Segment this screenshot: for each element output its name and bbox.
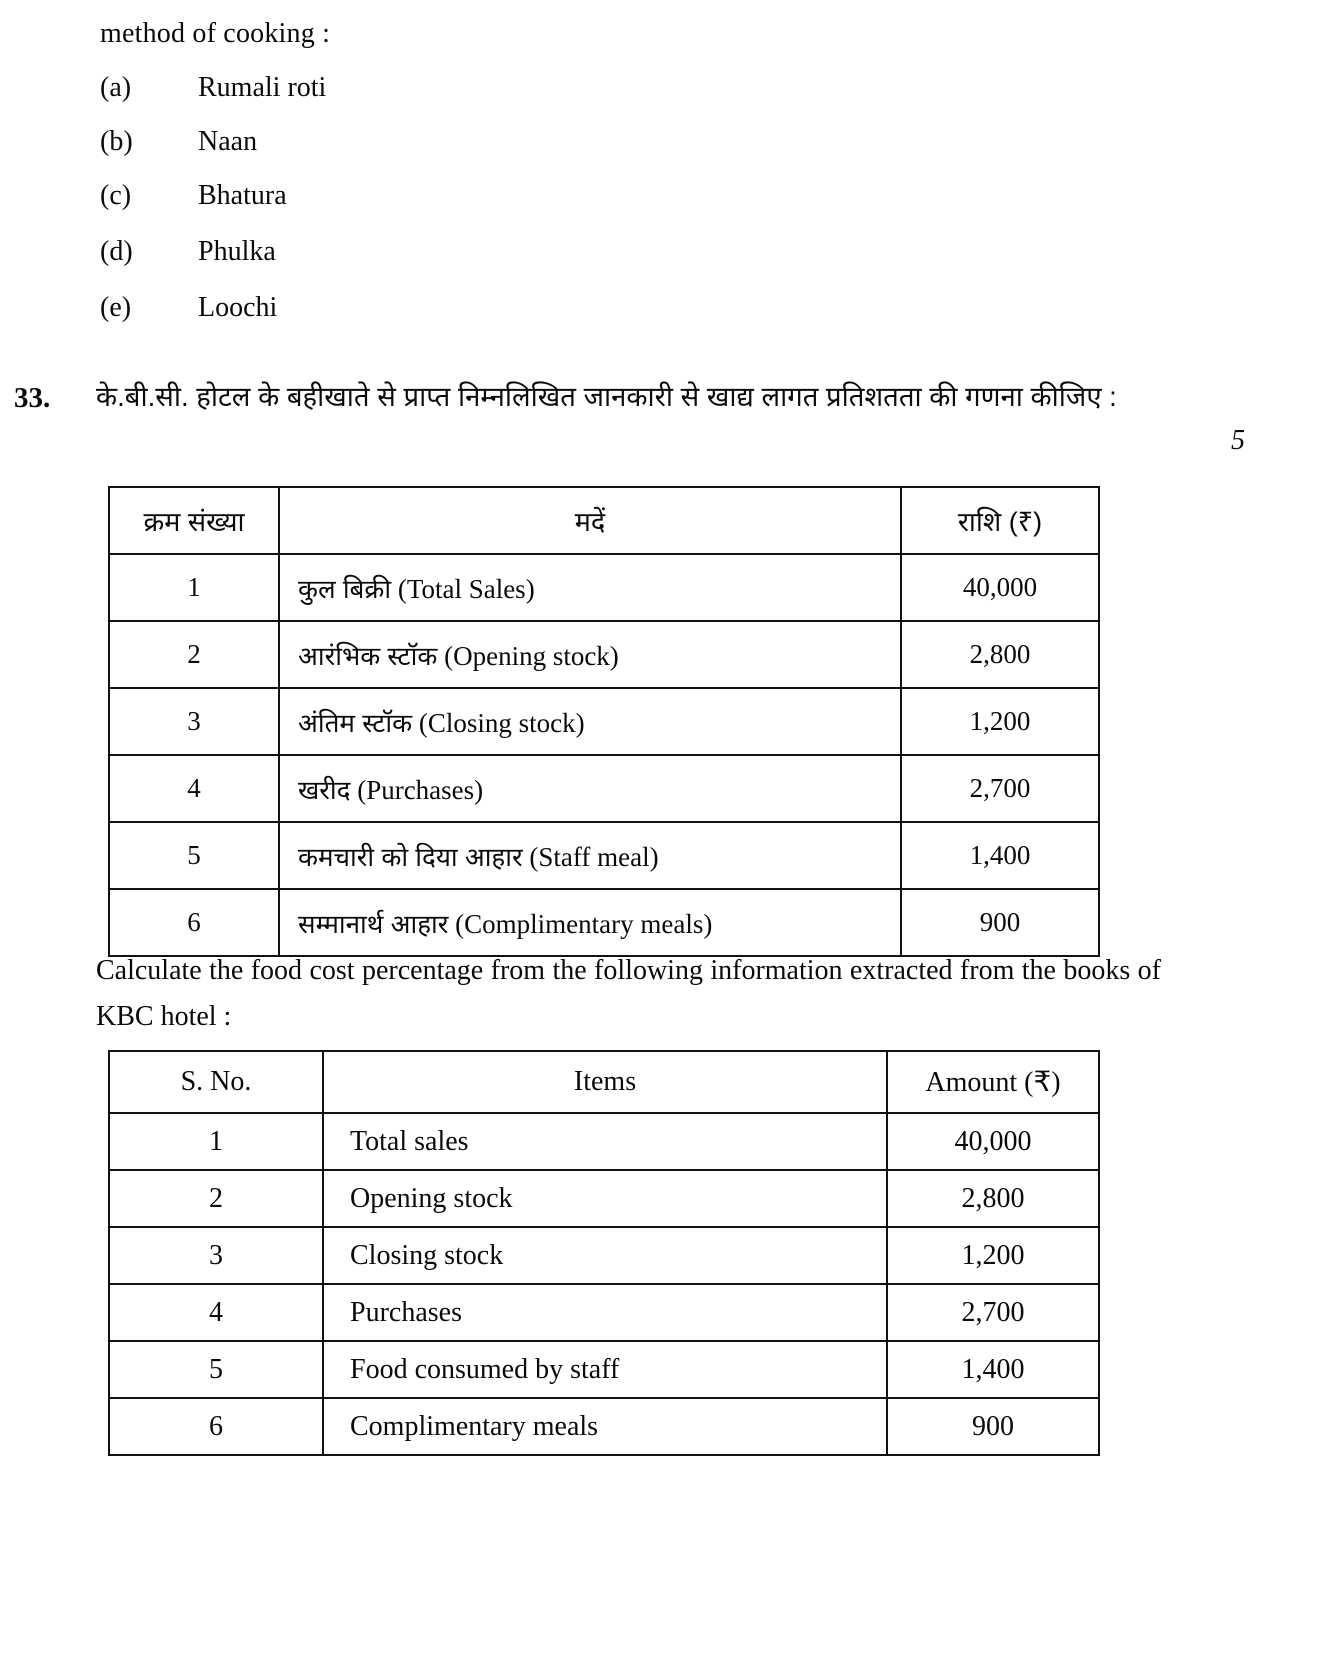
cell-item: Total sales [323, 1113, 887, 1170]
option-d-text: Phulka [198, 236, 276, 267]
cell-amount: 40,000 [901, 554, 1099, 621]
cell-item: Closing stock [323, 1227, 887, 1284]
option-e-text: Loochi [198, 292, 278, 323]
cell-serial-number: 6 [109, 889, 279, 956]
cell-serial-number: 6 [109, 1398, 323, 1455]
cell-item-latin: (Complimentary meals) [455, 908, 713, 939]
cell-item-latin: (Purchases) [357, 774, 484, 805]
option-d-label: (d) [100, 236, 133, 267]
cell-item-devanagari: सम्मानार्थ आहार [298, 908, 449, 939]
table-header-row [109, 487, 1099, 554]
header-serial-number: S. No. [109, 1051, 323, 1113]
option-a-text: Rumali roti [198, 72, 327, 103]
cell-serial-number: 1 [109, 554, 279, 621]
question-text-hindi: के.बी.सी. होटल के बहीखाते से प्राप्त निम्नलिखित जानकारी से खाद्य लागत प्रतिशतता की गणना कीजिए : [96, 381, 1117, 412]
cell-serial-number: 3 [109, 1227, 323, 1284]
question-continuation-line: method of cooking : [100, 18, 331, 49]
option-b [100, 126, 257, 158]
cell-item-devanagari: आरंभिक स्टॉक [298, 640, 438, 671]
option-e [100, 292, 277, 324]
table-row [109, 1398, 1099, 1455]
header-amount: राशि (₹) [901, 487, 1099, 554]
cell-amount: 2,700 [901, 755, 1099, 822]
cell-item-devanagari: कमचारी को दिया आहार [298, 841, 523, 872]
cell-item [279, 621, 901, 688]
cell-item-devanagari: अंतिम स्टॉक [298, 707, 413, 738]
table-row [109, 822, 1099, 889]
cell-serial-number: 3 [109, 688, 279, 755]
table-row [109, 688, 1099, 755]
cell-item [279, 755, 901, 822]
cell-amount: 900 [887, 1398, 1099, 1455]
cell-item-devanagari: कुल बिक्री [298, 573, 392, 604]
cell-item: Purchases [323, 1284, 887, 1341]
option-e-label: (e) [100, 292, 132, 323]
option-c-label: (c) [100, 180, 132, 211]
cell-amount: 1,400 [887, 1341, 1099, 1398]
option-b-text: Naan [198, 126, 258, 157]
table-row [109, 554, 1099, 621]
table-row [109, 1284, 1099, 1341]
cell-serial-number: 2 [109, 621, 279, 688]
question-marks: 5 [1231, 425, 1245, 456]
table-row [109, 621, 1099, 688]
cell-item [279, 822, 901, 889]
cell-amount: 900 [901, 889, 1099, 956]
cell-amount: 2,800 [901, 621, 1099, 688]
cell-amount: 40,000 [887, 1113, 1099, 1170]
header-items: Items [323, 1051, 887, 1113]
option-c [100, 180, 287, 212]
header-amount: Amount (₹) [887, 1051, 1099, 1113]
cell-item [279, 554, 901, 621]
question-text-english: Calculate the food cost percentage from the following information extracted from the books of KBC hotel : [96, 955, 1161, 1033]
question-number: 33. [14, 382, 51, 414]
table-row [109, 1341, 1099, 1398]
cell-item-latin: (Closing stock) [418, 707, 585, 738]
cell-amount: 1,200 [901, 688, 1099, 755]
cell-item-latin: (Opening stock) [444, 640, 619, 671]
cell-item [279, 688, 901, 755]
cell-amount: 1,200 [887, 1227, 1099, 1284]
option-c-text: Bhatura [198, 180, 287, 211]
option-a [100, 72, 326, 104]
cell-amount: 2,800 [887, 1170, 1099, 1227]
table-row [109, 1113, 1099, 1170]
data-table-hindi [108, 486, 1100, 957]
cell-item-latin: (Total Sales) [397, 573, 535, 604]
data-table-english [108, 1050, 1100, 1456]
cell-serial-number: 5 [109, 822, 279, 889]
cell-item-devanagari: खरीद [298, 774, 351, 805]
cell-amount: 1,400 [901, 822, 1099, 889]
option-a-label: (a) [100, 72, 132, 103]
cell-item-latin: (Staff meal) [529, 841, 659, 872]
table-row [109, 755, 1099, 822]
option-b-label: (b) [100, 126, 133, 157]
cell-item: Food consumed by staff [323, 1341, 887, 1398]
cell-serial-number: 4 [109, 755, 279, 822]
cell-serial-number: 2 [109, 1170, 323, 1227]
table-header-row [109, 1051, 1099, 1113]
table-row [109, 1227, 1099, 1284]
header-serial-number: क्रम संख्या [109, 487, 279, 554]
option-d [100, 236, 276, 268]
cell-item: Opening stock [323, 1170, 887, 1227]
header-items: मदें [279, 487, 901, 554]
truncated-line-above [100, 0, 1200, 8]
cell-item [279, 889, 901, 956]
cell-item: Complimentary meals [323, 1398, 887, 1455]
table-row [109, 1170, 1099, 1227]
cell-amount: 2,700 [887, 1284, 1099, 1341]
cell-serial-number: 4 [109, 1284, 323, 1341]
cell-serial-number: 1 [109, 1113, 323, 1170]
table-row [109, 889, 1099, 956]
cell-serial-number: 5 [109, 1341, 323, 1398]
